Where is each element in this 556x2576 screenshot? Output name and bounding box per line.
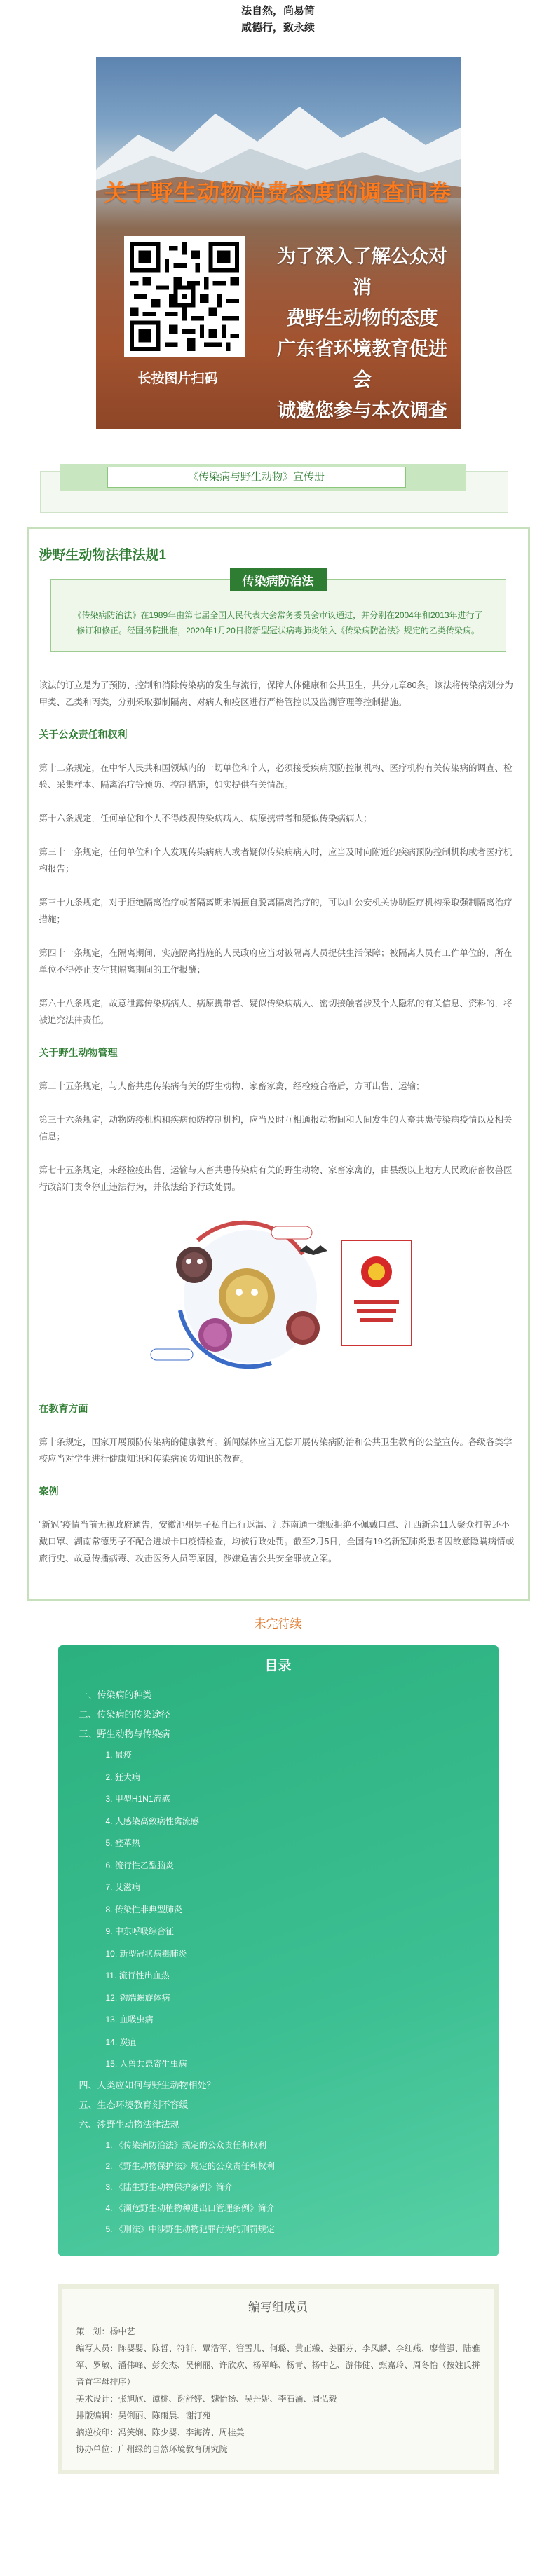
- credit-row: 编写人员：陈婴婴、陈哲、符轩、覃浩军、管雪儿、何璐、黄正臻、姜丽芬、李凤麟、李红燕、廖蕾强、陆雅军、罗敏、潘伟峰、彭奕杰、吴俐丽、许欣欢、杨军峰、杨青、杨中艺、游伟健、甄嘉玲、周冬怡（按姓氏拼音首字母排序）: [76, 2343, 480, 2387]
- toc-subitem[interactable]: 4. 《濒危野生动植物种进出口管理条例》简介: [105, 2202, 275, 2213]
- credits-box: [58, 2284, 499, 2474]
- toc-subitem[interactable]: 1. 《传染病防治法》规定的公众责任和权利: [105, 2139, 266, 2150]
- qr-code[interactable]: [124, 236, 245, 357]
- toc-subitem[interactable]: 14. 炭疽: [105, 2036, 137, 2047]
- motto-line-2: 咸德行，致永续: [240, 22, 315, 34]
- to-be-continued: 未完待续: [254, 1617, 302, 1631]
- invite-line: 费野生动物的态度: [286, 308, 438, 329]
- law-paragraph: “新冠”疫情当前无视政府通告，安徽池州男子私自出行返温、江苏南通一摊贩拒绝不佩戴口罩、江西新余11人聚众打牌还不戴口罩、湖南常德男子不配合进城卡口疫情检查，均被行政处罚。截至2月5日，全国有19名新冠肺炎患者因故意隐瞒病情或旅行史、故意传播病毒、攻击医务人员等原因，涉嫌危害公共安全罪被立案。: [39, 1520, 515, 1563]
- credit-row: 排版编辑：吴俐丽、陈雨晨、谢汀苑: [76, 2410, 211, 2420]
- section-heading: 在教育方面: [39, 1403, 88, 1414]
- motto-line-1: 法自然，尚易简: [240, 5, 315, 17]
- section-banner: [40, 464, 517, 520]
- law-paragraph: 第四十一条规定，在隔离期间，实施隔离措施的人民政府应当对被隔离人员提供生活保障；被隔离人员有工作单位的，所在单位不得停止支付其隔离期间的工作报酬；: [39, 948, 513, 975]
- toc-subitem[interactable]: 12. 钩端螺旋体病: [105, 1992, 170, 2003]
- law-section: [27, 527, 530, 1601]
- poster-invite: [275, 241, 450, 426]
- law-paragraph: 第二十五条规定，与人畜共患传染病有关的野生动物、家畜家禽，经检疫合格后，方可出售、运输；: [39, 1081, 425, 1091]
- toc-subitem[interactable]: 9. 中东呼吸综合征: [105, 1926, 174, 1936]
- law-intro: 该法的订立是为了预防、控制和消除传染病的发生与流行，保障人体健康和公共卫生，共分九章80条。该法将传染病划分为甲类、乙类和丙类，分别采取强制隔离、对病人和疫区进行严格管控以及监测管理等控制措施。: [39, 680, 513, 707]
- toc-item[interactable]: 一、传染病的种类: [79, 1690, 152, 1700]
- law-paragraph: 第三十一条规定，任何单位和个人发现传染病病人或者疑似传染病病人时，应当及时向附近的疾病预防控制机构或者医疗机构报告；: [39, 847, 513, 874]
- poster-title: 关于野生动物消费态度的调查问卷: [104, 180, 452, 205]
- toc-subitem[interactable]: 2. 《野生动物保护法》规定的公众责任和权利: [105, 2160, 275, 2171]
- toc-item[interactable]: 五、生态环境教育刻不容缓: [79, 2099, 189, 2110]
- law-paragraph: 第七十五条规定，未经检疫出售、运输与人畜共患传染病有关的野生动物、家畜家禽的，由县级以上地方人民政府畜牧兽医行政部门责令停止违法行为，并依法给予行政处罚。: [39, 1165, 513, 1192]
- toc-subitem[interactable]: 13. 血吸虫病: [105, 2015, 154, 2025]
- qr-caption: 长按图片扫码: [137, 371, 218, 386]
- law-paragraph: 第六十八条规定，故意泄露传染病病人、病原携带者、疑似传染病病人、密切接触者涉及个人隐私的有关信息、资料的，将被追究法律责任。: [39, 999, 513, 1025]
- toc-subitem[interactable]: 3. 《陆生野生动物保护条例》简介: [105, 2181, 233, 2192]
- motto: [0, 0, 556, 42]
- banner-ribbon: [60, 464, 466, 491]
- virus-illustration: [131, 1212, 426, 1373]
- toc-subitem[interactable]: 8. 传染性非典型肺炎: [105, 1904, 182, 1914]
- credit-row: 摘逆校印：冯笑娴、陈少婴、李海涛、周桂美: [76, 2427, 245, 2437]
- toc-item[interactable]: 二、传染病的传染途径: [79, 1709, 170, 1720]
- toc-subitem[interactable]: 5. 《刑法》中涉野生动物犯罪行为的刑罚规定: [105, 2224, 275, 2234]
- toc-item[interactable]: 三、野生动物与传染病: [79, 1729, 170, 1739]
- toc-title: 目录: [264, 1659, 292, 1673]
- qr-code-icon: [130, 242, 239, 351]
- toc-item[interactable]: 四、人类应如何与野生动物相处？: [79, 2079, 216, 2090]
- law-paragraph: 第十六条规定，任何单位和个人不得歧视传染病病人、病原携带者和疑似传染病病人；: [39, 814, 372, 823]
- survey-poster[interactable]: [96, 57, 461, 429]
- section-heading: 关于野生动物管理: [39, 1047, 118, 1058]
- toc-subitem[interactable]: 15. 人兽共患寄生虫病: [105, 2059, 187, 2069]
- section-heading: 关于公众责任和权利: [39, 729, 128, 740]
- law-paragraph: 第十条规定，国家开展预防传染病的健康教育。新闻媒体应当无偿开展传染病防治和公共卫生教育的公益宣传。各级各类学校应当对学生进行健康知识和传染病预防知识的教育。: [39, 1437, 513, 1464]
- toc-item[interactable]: 六、涉野生动物法律法规: [79, 2118, 179, 2130]
- law-summary-box: [50, 575, 506, 652]
- toc-subitem[interactable]: 10. 新型冠状病毒肺炎: [105, 1948, 187, 1959]
- law-summary-label: 传染病防治法: [230, 568, 327, 591]
- section-heading: 案例: [39, 1486, 59, 1497]
- law-summary-text: 《传染病防治法》在1989年由第七届全国人民代表大会常务委员会审议通过，并分别在2004年和2013年进行了修订和修正。经国务院批准，2020年1月20日将新型冠状病毒肺炎纳入《传染病防治法》规定的乙类传染病。: [73, 610, 483, 636]
- toc-subitem[interactable]: 5. 登革热: [105, 1838, 140, 1848]
- law-paragraph: 第十二条规定，在中华人民共和国领域内的一切单位和个人，必须接受疾病预防控制机构、医疗机构有关传染病的调查、检验、采集样本、隔离治疗等预防、控制措施，如实提供有关情况。: [39, 763, 513, 790]
- credit-row: 协办单位：广州绿的自然环境教育研究院: [76, 2444, 228, 2454]
- toc-subitem[interactable]: 11. 流行性出血热: [105, 1971, 170, 1980]
- invite-line: 为了深入了解公众对消: [277, 246, 447, 298]
- toc-subitem[interactable]: 4. 人感染高致病性禽流感: [105, 1816, 199, 1826]
- toc-subitem[interactable]: 2. 狂犬病: [105, 1772, 140, 1782]
- illus-tag: [151, 1349, 193, 1360]
- toc-subitem[interactable]: 1. 鼠疫: [105, 1750, 132, 1760]
- toc-subitem[interactable]: 3. 甲型H1N1流感: [105, 1794, 170, 1804]
- law-book-icon: [341, 1240, 412, 1345]
- invite-line: 广东省环境教育促进会: [277, 338, 447, 390]
- banner-title: 《传染病与野生动物》宣传册: [107, 467, 406, 488]
- law-paragraph: 第三十九条规定，对于拒绝隔离治疗或者隔离期未满擅自脱离隔离治疗的，可以由公安机关协助医疗机构采取强制隔离治疗措施；: [39, 898, 513, 924]
- toc-subitem[interactable]: 6. 流行性乙型脑炎: [105, 1860, 174, 1870]
- credits-title: 编写组成员: [248, 2300, 308, 2314]
- table-of-contents: [58, 1645, 499, 2256]
- law-paragraph: 第三十六条规定，动物防疫机构和疾病预防控制机构，应当及时互相通报动物间和人间发生的人畜共患传染病疫情以及相关信息；: [39, 1115, 513, 1142]
- credit-row: 策 划：杨中艺: [76, 2326, 135, 2336]
- credit-row: 美术设计：张旭欣、谭桃、谢舒婷、魏怡扬、吴丹妮、李石涌、周弘毅: [76, 2393, 337, 2404]
- law-title: 涉野生动物法律法规1: [39, 548, 167, 563]
- toc-subitem[interactable]: 7. 艾滋病: [105, 1882, 140, 1892]
- invite-line: 诚邀您参与本次调查: [277, 400, 447, 421]
